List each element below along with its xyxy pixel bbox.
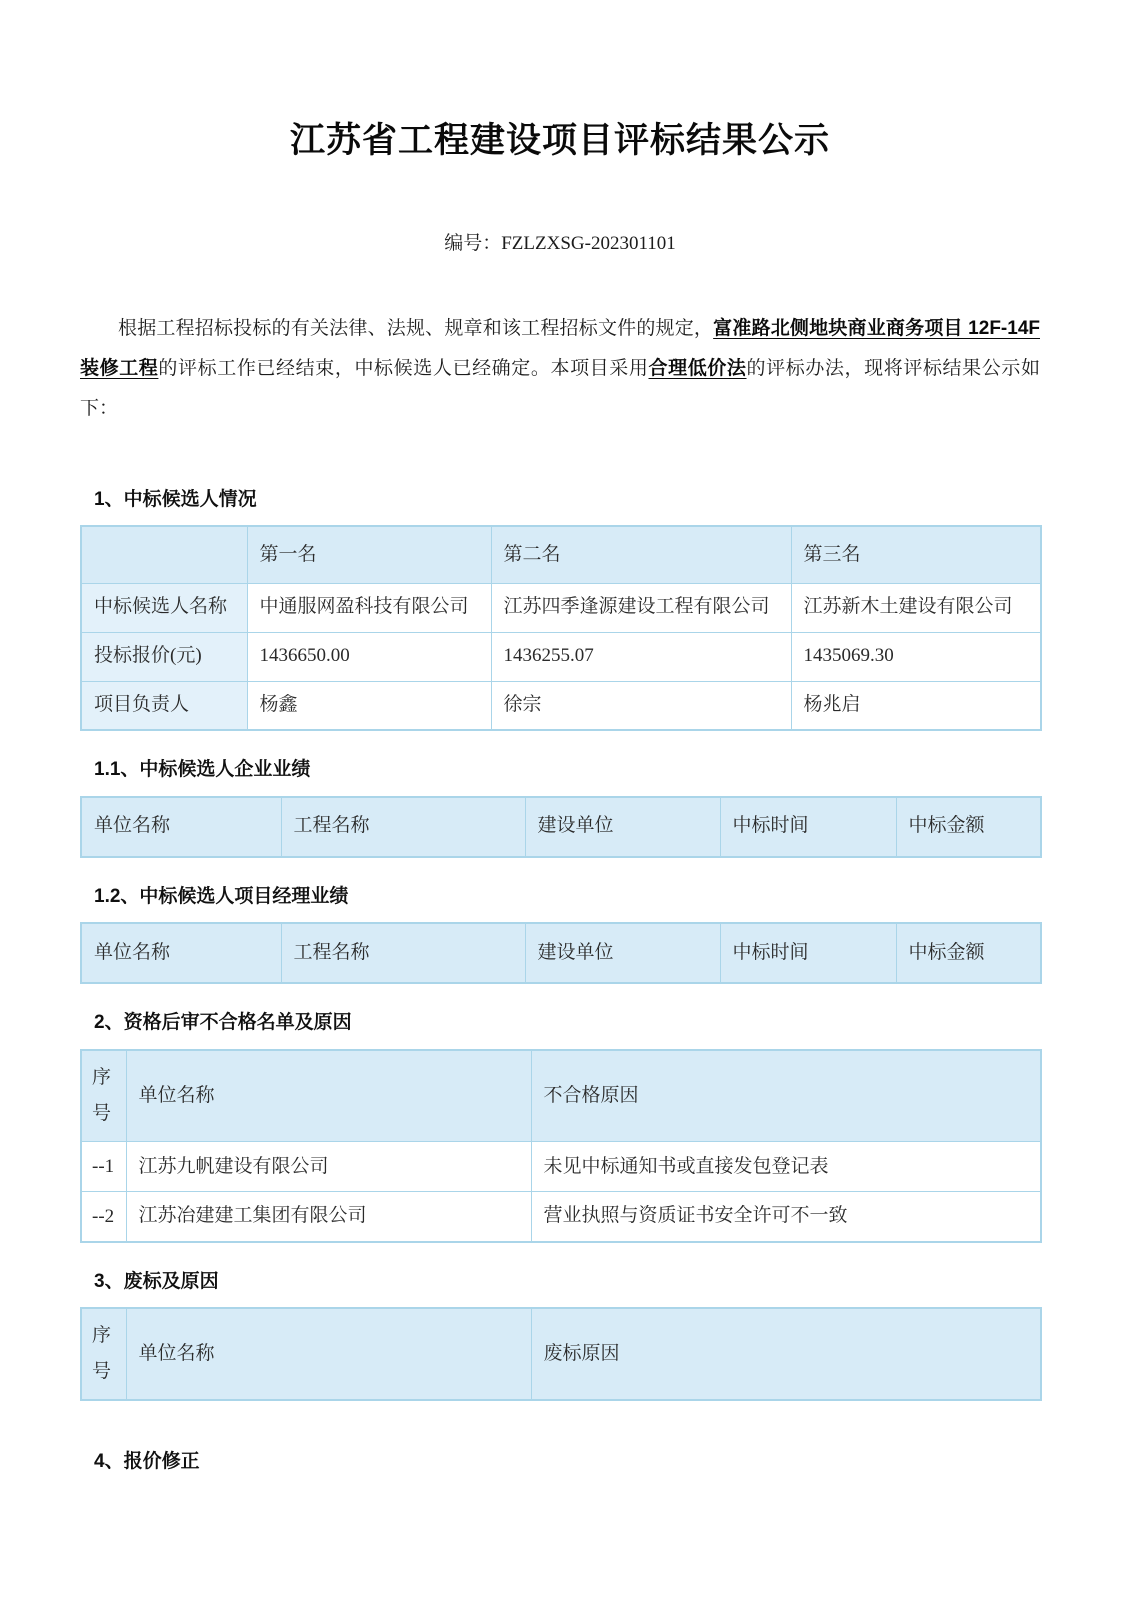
header-cell: 中标金额: [896, 797, 1041, 857]
enterprise-performance-header-row: [81, 797, 1041, 857]
seq-cell: --2: [81, 1192, 126, 1242]
rejected-bids-table: [80, 1307, 1042, 1401]
pm-performance-header-row: [81, 923, 1041, 983]
data-cell: 1436650.00: [247, 632, 491, 681]
project-name-emphasis: 富准路北侧地块商业商务项目 12F-14F装修工程: [80, 317, 1040, 379]
header-cell-rank2: 第二名: [491, 526, 791, 583]
header-cell: 建设单位: [525, 923, 720, 983]
candidates-table: [80, 525, 1042, 731]
doc-number-value: FZLZXSG-202301101: [501, 232, 676, 254]
pm-performance-table: [80, 922, 1042, 984]
section-1-heading: 1、中标候选人情况: [94, 488, 257, 510]
disqualified-row: [81, 1142, 1041, 1192]
data-cell: 中通服网盈科技有限公司: [247, 583, 491, 632]
data-cell: 徐宗: [491, 681, 791, 730]
intro-text-2: 的评标工作已经结束，中标候选人已经确定。本项目采用: [158, 357, 649, 379]
section-1-1-heading: 1.1、中标候选人企业业绩: [94, 759, 311, 781]
data-cell: 1435069.30: [791, 632, 1041, 681]
row-label-cell: 项目负责人: [81, 681, 247, 730]
header-cell-rank3: 第三名: [791, 526, 1041, 583]
header-cell: 中标时间: [720, 923, 896, 983]
section-2-heading: 2、资格后审不合格名单及原因: [94, 1012, 352, 1034]
section-4-heading: 4、报价修正: [94, 1451, 200, 1473]
company-cell: 江苏九帆建设有限公司: [126, 1142, 531, 1192]
row-label-cell: 中标候选人名称: [81, 583, 247, 632]
header-cell: 建设单位: [525, 797, 720, 857]
doc-number: [80, 228, 1040, 255]
header-cell-empty: [81, 526, 247, 583]
enterprise-performance-table: [80, 796, 1042, 858]
header-cell-seq: 序号: [81, 1308, 126, 1400]
disqualified-row: [81, 1192, 1041, 1242]
header-cell: 工程名称: [281, 797, 525, 857]
header-cell-seq: 序号: [81, 1050, 126, 1142]
data-cell: 杨鑫: [247, 681, 491, 730]
header-cell: 中标时间: [720, 797, 896, 857]
intro-paragraph: [80, 309, 1040, 429]
seq-cell: --1: [81, 1142, 126, 1192]
section-3-heading: 3、废标及原因: [94, 1270, 219, 1292]
header-cell: 单位名称: [126, 1308, 531, 1400]
bid-price-row: [81, 632, 1041, 681]
data-cell: 1436255.07: [491, 632, 791, 681]
header-cell: 废标原因: [531, 1308, 1041, 1400]
reason-cell: 未见中标通知书或直接发包登记表: [531, 1142, 1041, 1192]
section-1-2-heading: 1.2、中标候选人项目经理业绩: [94, 885, 349, 907]
evaluation-method-emphasis: 合理低价法: [648, 357, 747, 379]
data-cell: 江苏四季逢源建设工程有限公司: [491, 583, 791, 632]
page-title: 江苏省工程建设项目评标结果公示: [289, 121, 830, 160]
header-cell: 单位名称: [81, 923, 281, 983]
header-cell: 单位名称: [126, 1050, 531, 1142]
header-cell-rank1: 第一名: [247, 526, 491, 583]
doc-number-label: 编号：: [444, 232, 502, 254]
header-cell: 单位名称: [81, 797, 281, 857]
data-cell: 杨兆启: [791, 681, 1041, 730]
data-cell: 江苏新木土建设有限公司: [791, 583, 1041, 632]
intro-text-1: 根据工程招标投标的有关法律、法规、规章和该工程招标文件的规定，: [118, 317, 714, 339]
company-cell: 江苏冶建建工集团有限公司: [126, 1192, 531, 1242]
disqualified-header-row: [81, 1050, 1041, 1142]
header-cell: 不合格原因: [531, 1050, 1041, 1142]
disqualified-table: [80, 1049, 1042, 1243]
candidates-header-row: [81, 526, 1041, 583]
row-label-cell: 投标报价(元): [81, 632, 247, 681]
rejected-bids-header-row: [81, 1308, 1041, 1400]
reason-cell: 营业执照与资质证书安全许可不一致: [531, 1192, 1041, 1242]
project-manager-row: [81, 681, 1041, 730]
candidate-name-row: [81, 583, 1041, 632]
header-cell: 工程名称: [281, 923, 525, 983]
header-cell: 中标金额: [896, 923, 1041, 983]
intro-text-3: 的评标办法，现将评标结果公示如下：: [80, 357, 1040, 419]
